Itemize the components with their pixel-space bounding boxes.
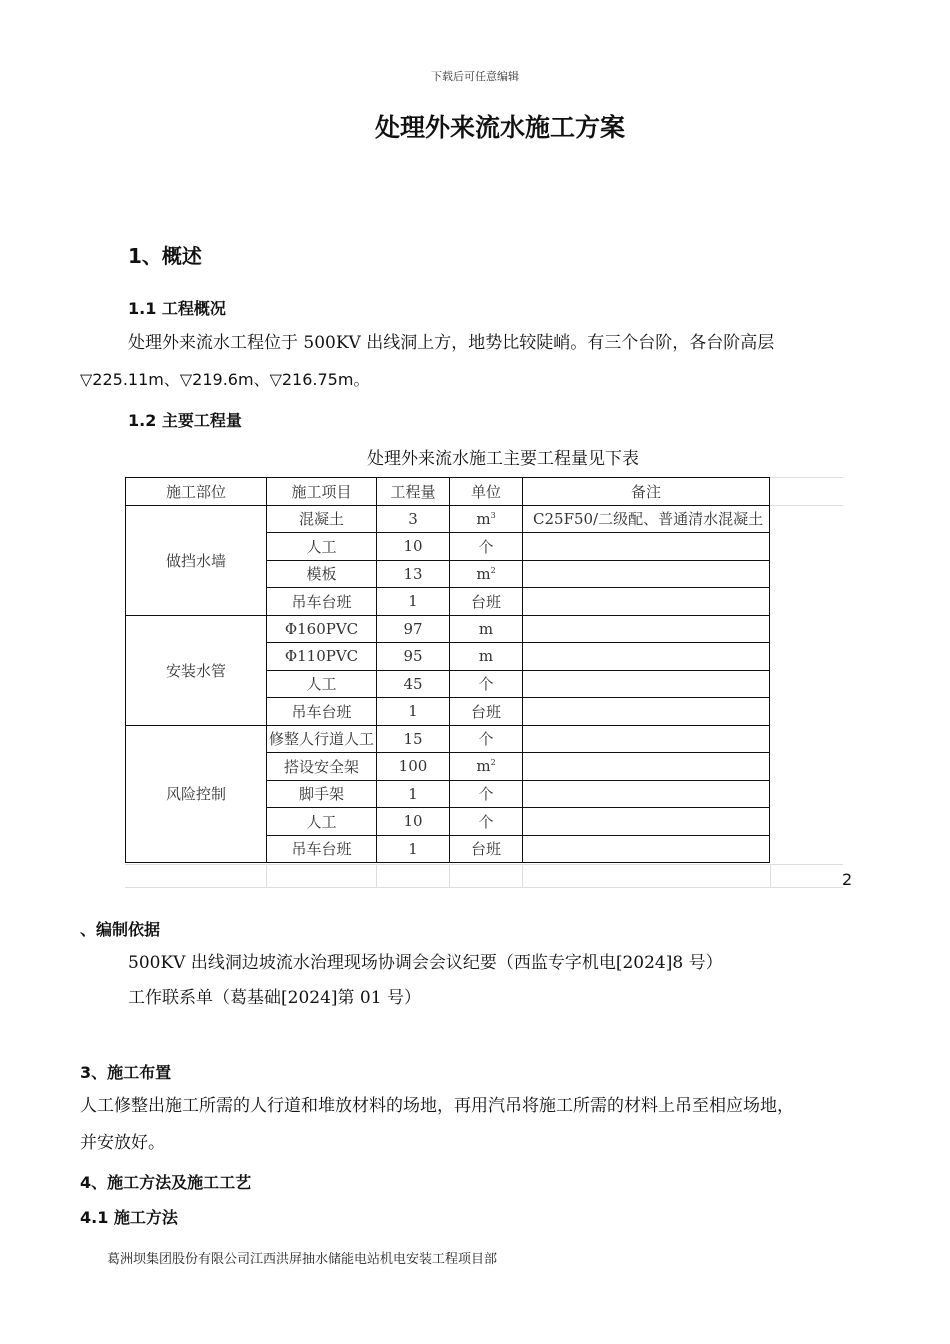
quantity-cell: 15 xyxy=(377,725,450,753)
item-cell: 脚手架 xyxy=(267,780,377,808)
unit-cell xyxy=(450,588,523,616)
item-cell: 吊车台班 xyxy=(267,588,377,616)
item-cell: 吊车台班 xyxy=(267,835,377,863)
note-cell xyxy=(523,835,770,863)
note-cell xyxy=(523,560,770,588)
unit-cell xyxy=(450,808,523,836)
column-header: 备注 xyxy=(523,478,770,506)
table-extension-grid xyxy=(125,864,843,888)
unit-text: m xyxy=(478,619,494,638)
note-cell xyxy=(523,670,770,698)
item-cell: 修整人行道人工 xyxy=(267,725,377,753)
layout-line-1: 人工修整出施工所需的人行道和堆放材料的场地，再用汽吊将施工所需的材料上吊至相应场地， xyxy=(80,1096,794,1116)
note-cell: C25F50/二级配、普通清水混凝土 xyxy=(523,505,770,533)
section-1-heading: 1、概述 xyxy=(128,244,202,268)
unit-text: 个 xyxy=(478,537,494,556)
quantity-table xyxy=(125,477,770,863)
section-4-1-heading: 4.1 施工方法 xyxy=(80,1208,178,1227)
header-note: 下载后可任意编辑 xyxy=(431,70,519,83)
section-1-1-heading: 1.1 工程概况 xyxy=(128,299,226,318)
item-cell: 混凝土 xyxy=(267,505,377,533)
item-cell: 人工 xyxy=(267,670,377,698)
column-header: 单位 xyxy=(450,478,523,506)
unit-text: m xyxy=(478,647,494,666)
construction-part-cell: 风险控制 xyxy=(126,725,267,863)
item-cell: 模板 xyxy=(267,560,377,588)
note-cell xyxy=(523,615,770,643)
basis-line-1: 500KV 出线洞边坡流水治理现场协调会会议纪要（西监专字机电[2024]8 号） xyxy=(128,953,723,973)
note-cell xyxy=(523,808,770,836)
unit-exponent: 2 xyxy=(490,565,496,575)
quantity-cell: 10 xyxy=(377,533,450,561)
section-2-heading: 、编制依据 xyxy=(80,920,161,939)
unit-cell xyxy=(450,753,523,781)
note-cell xyxy=(523,753,770,781)
unit-exponent: 3 xyxy=(490,510,496,520)
unit-text: 台班 xyxy=(470,840,501,859)
item-cell: 人工 xyxy=(267,533,377,561)
construction-part-cell: 安装水管 xyxy=(126,615,267,725)
overview-line-2: ▽225.11m、▽219.6m、▽216.75m。 xyxy=(80,370,370,389)
table-row xyxy=(126,725,770,753)
column-header: 施工项目 xyxy=(267,478,377,506)
note-cell xyxy=(523,643,770,671)
note-cell xyxy=(523,780,770,808)
unit-text: 个 xyxy=(478,785,494,804)
section-3-heading: 3、施工布置 xyxy=(80,1063,172,1082)
quantity-cell: 13 xyxy=(377,560,450,588)
unit-cell xyxy=(450,698,523,726)
unit-text: 个 xyxy=(478,812,494,831)
item-cell: Φ160PVC xyxy=(267,615,377,643)
table-row xyxy=(126,615,770,643)
unit-cell xyxy=(450,615,523,643)
grid-line xyxy=(770,477,843,478)
overview-line-1: 处理外来流水工程位于 500KV 出线洞上方，地势比较陡峭。有三个台阶，各台阶高层 xyxy=(128,333,775,353)
item-cell: Φ110PVC xyxy=(267,643,377,671)
construction-part-cell: 做挡水墙 xyxy=(126,505,267,615)
item-cell: 人工 xyxy=(267,808,377,836)
footer: 葛洲坝集团股份有限公司江西洪屏抽水储能电站机电安装工程项目部 xyxy=(107,1252,498,1267)
quantity-cell: 100 xyxy=(377,753,450,781)
grid-line xyxy=(770,505,843,506)
unit-cell xyxy=(450,725,523,753)
unit-cell xyxy=(450,533,523,561)
unit-cell xyxy=(450,835,523,863)
column-header: 施工部位 xyxy=(126,478,267,506)
unit-text: 台班 xyxy=(470,702,501,721)
unit-cell xyxy=(450,643,523,671)
quantity-cell: 95 xyxy=(377,643,450,671)
section-4-heading: 4、施工方法及施工工艺 xyxy=(80,1173,252,1192)
note-cell xyxy=(523,725,770,753)
unit-exponent: 2 xyxy=(490,758,496,768)
item-cell: 吊车台班 xyxy=(267,698,377,726)
quantity-cell: 3 xyxy=(377,505,450,533)
note-cell xyxy=(523,588,770,616)
unit-cell xyxy=(450,505,523,533)
quantity-cell: 1 xyxy=(377,835,450,863)
unit-text: 个 xyxy=(478,730,494,749)
column-header: 工程量 xyxy=(377,478,450,506)
quantity-cell: 10 xyxy=(377,808,450,836)
section-1-2-heading: 1.2 主要工程量 xyxy=(128,411,242,430)
note-cell xyxy=(523,698,770,726)
quantity-cell: 1 xyxy=(377,780,450,808)
note-cell xyxy=(523,533,770,561)
table-caption: 处理外来流水施工主要工程量见下表 xyxy=(367,449,639,469)
page-number: 2 xyxy=(842,870,853,889)
basis-line-2: 工作联系单（葛基础[2024]第 01 号） xyxy=(128,988,421,1008)
unit-cell xyxy=(450,560,523,588)
unit-text: m xyxy=(476,757,491,776)
unit-text: m xyxy=(476,509,491,528)
table-row xyxy=(126,505,770,533)
quantity-cell: 45 xyxy=(377,670,450,698)
unit-cell xyxy=(450,670,523,698)
layout-line-2: 并安放好。 xyxy=(80,1133,165,1153)
document-title: 处理外来流水施工方案 xyxy=(374,113,625,142)
unit-text: 台班 xyxy=(470,592,501,611)
unit-cell xyxy=(450,780,523,808)
table-header-row xyxy=(126,478,770,506)
unit-text: m xyxy=(476,564,491,583)
quantity-cell: 97 xyxy=(377,615,450,643)
quantity-cell: 1 xyxy=(377,588,450,616)
unit-text: 个 xyxy=(478,675,494,694)
quantity-cell: 1 xyxy=(377,698,450,726)
item-cell: 搭设安全架 xyxy=(267,753,377,781)
